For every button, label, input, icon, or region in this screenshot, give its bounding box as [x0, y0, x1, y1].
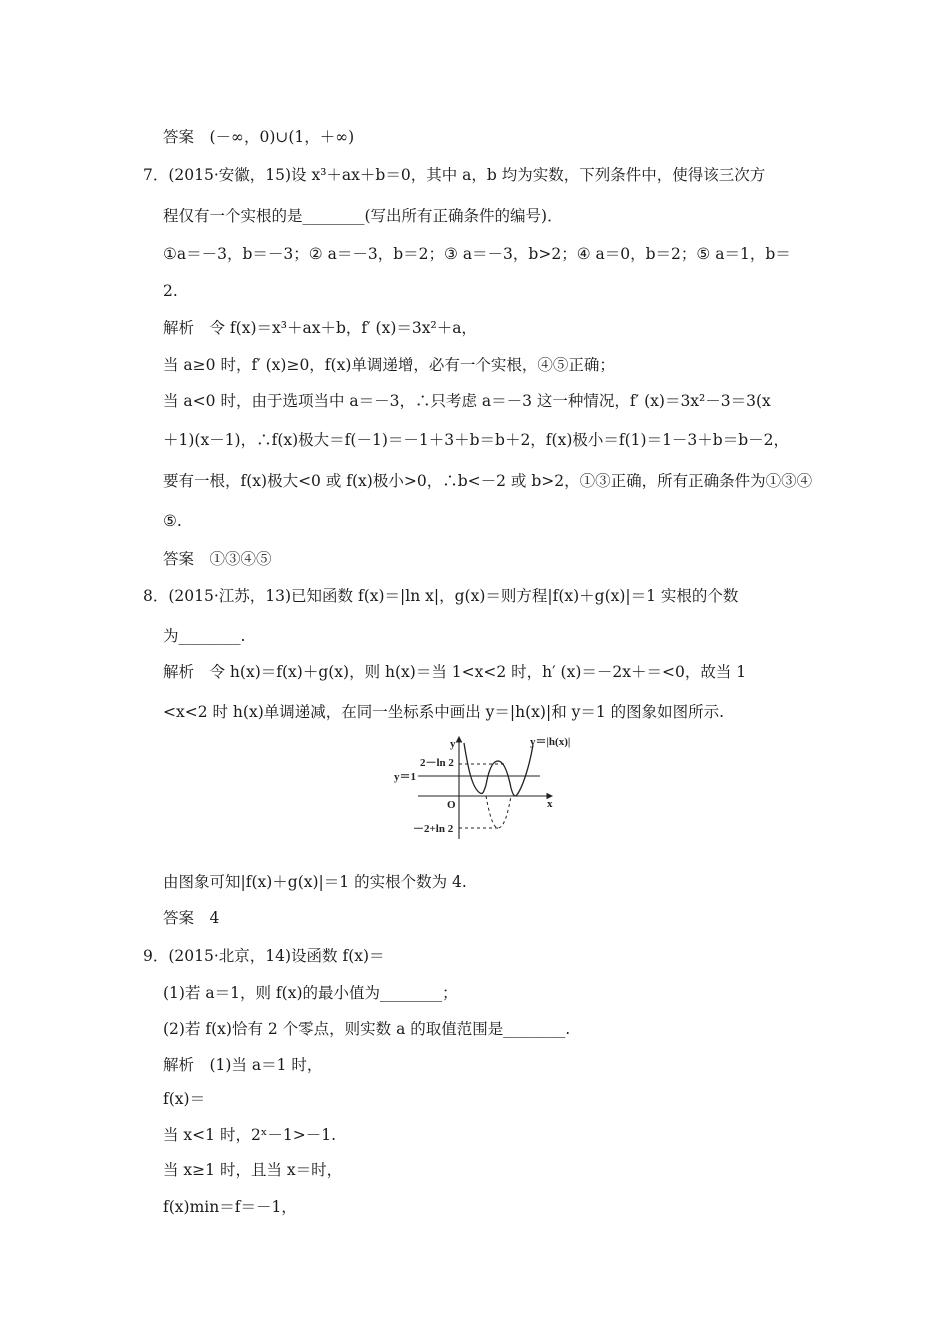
q8-stem-line-1: 8．(2015·江苏，13)已知函数 f(x)＝|ln x|，g(x)＝则方程|f(x)＋g(x)|＝1 实根的个数	[143, 587, 739, 605]
q8-figure	[380, 733, 585, 843]
q9-analysis-line-1: 解析 (1)当 a＝1 时，	[163, 1056, 323, 1074]
q9-analysis-line-3: 当 x<1 时，2ˣ－1>－1.	[163, 1126, 337, 1144]
q7-analysis-line-2: 当 a≥0 时，f′ (x)≥0，f(x)单调递增，必有一个实根，④⑤正确；	[163, 356, 615, 374]
q7-stem-line-2: 程仅有一个实根的是________(写出所有正确条件的编号)．	[163, 207, 563, 225]
x-axis-label: x	[547, 798, 553, 810]
y-axis-label: y	[450, 738, 456, 750]
q7-answer: 答案 ①③④⑤	[163, 550, 272, 568]
line-label: y＝1	[394, 771, 416, 783]
q8-analysis-line-1: 解析 令 h(x)＝f(x)＋g(x)，则 h(x)＝当 1<x<2 时，h′ (x)＝－2x＋＝<0，故当 1	[163, 663, 747, 681]
curve-label: y＝|h(x)|	[530, 736, 571, 748]
q7-stem-line-1: 7．(2015·安徽，15)设 x³＋ax＋b＝0，其中 a，b 均为实数，下列条件中，使得该三次方	[143, 166, 766, 184]
q7-analysis-line-4: ＋1)(x－1)，∴f(x)极大＝f(－1)＝－1＋3＋b＝b＋2，f(x)极小＝f(1)＝1－3＋b＝b－2，	[163, 431, 789, 449]
q9-stem-line-1: 9．(2015·北京，14)设函数 f(x)＝	[143, 947, 385, 965]
q9-part-1: (1)若 a＝1，则 f(x)的最小值为________；	[163, 984, 458, 1002]
curve-h-dashed	[486, 796, 511, 828]
origin-label: O	[447, 799, 456, 811]
q8-answer: 答案 4	[163, 909, 220, 927]
q7-analysis-line-1: 解析 令 f(x)＝x³＋ax＋b，f′ (x)＝3x²＋a，	[163, 319, 477, 337]
q9-analysis-line-2: f(x)＝	[163, 1090, 206, 1108]
top-level-label: 2－ln 2	[420, 757, 454, 769]
q8-analysis-line-2: <x<2 时 h(x)单调递减，在同一坐标系中画出 y＝|h(x)|和 y＝1 的图象如图所示.	[163, 703, 725, 721]
q8-conclusion: 由图象可知|f(x)＋g(x)|＝1 的实根个数为 4.	[163, 873, 467, 891]
curve-abs-h	[464, 743, 533, 796]
q7-analysis-line-5: 要有一根，f(x)极大<0 或 f(x)极小>0，∴b<－2 或 b>2，①③正确，所有正确条件为①③④	[163, 472, 813, 490]
q9-analysis-line-4: 当 x≥1 时，且当 x＝时，	[163, 1161, 343, 1179]
q7-analysis-line-6: ⑤.	[163, 512, 182, 530]
q6-answer: 答案 (－∞，0)∪(1，＋∞)	[163, 128, 355, 146]
q9-analysis-line-5: f(x)min＝f＝－1，	[163, 1198, 297, 1216]
q9-part-2: (2)若 f(x)恰有 2 个零点，则实数 a 的取值范围是________.	[163, 1020, 571, 1038]
q7-options-line-2: 2.	[163, 282, 178, 300]
q7-analysis-line-3: 当 a<0 时，由于选项当中 a＝－3，∴只考虑 a＝－3 这一种情况，f′ (x)＝3x²－3＝3(x	[163, 392, 771, 410]
bottom-level-label: －2+ln 2	[413, 823, 454, 835]
q8-stem-line-2: 为________.	[163, 627, 246, 645]
q7-options-line-1: ①a＝－3，b＝－3；② a＝－3，b＝2；③ a＝－3，b>2；④ a＝0，b＝2；⑤ a＝1，b＝	[163, 245, 791, 263]
